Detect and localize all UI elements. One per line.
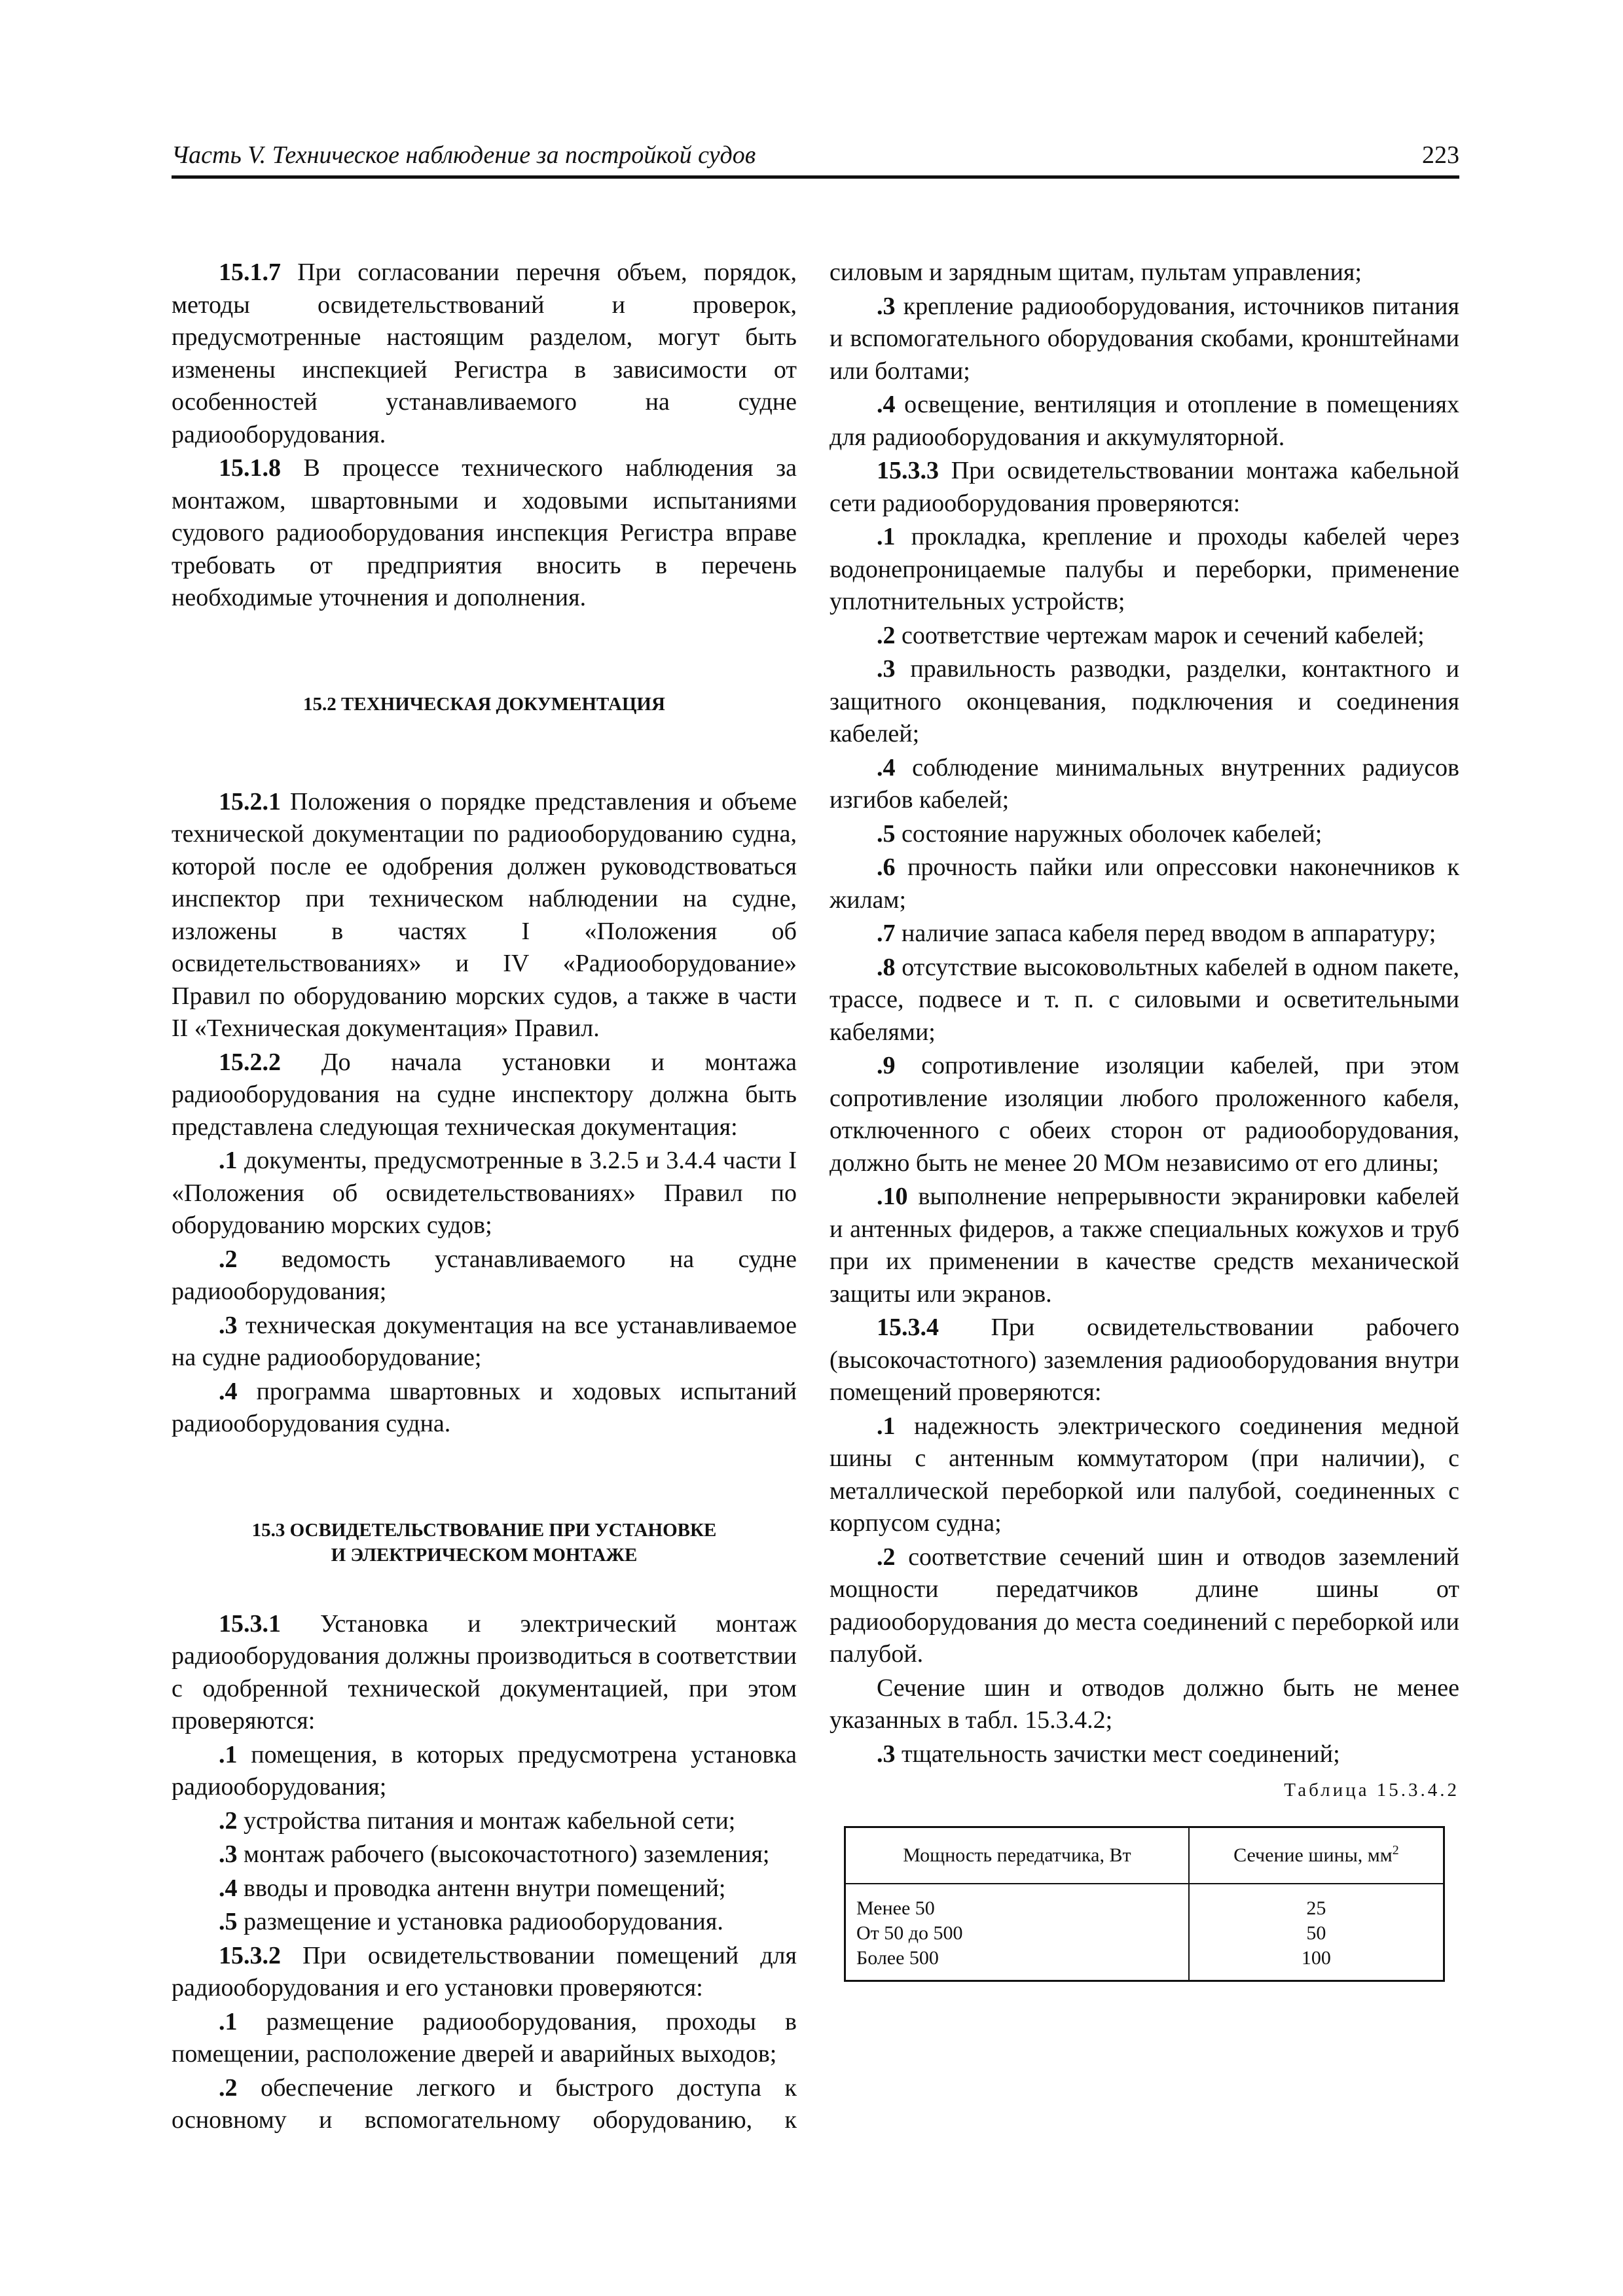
section-value: 50: [1306, 1922, 1326, 1944]
list-item: [830, 521, 1459, 619]
clause-number: 15.1.7: [219, 259, 281, 286]
item-number: .1: [877, 1412, 896, 1440]
list-item: [830, 1050, 1459, 1179]
table-header-section: [1189, 1827, 1444, 1884]
item-text: соответствие сечений шин и отводов заземлений мощности передатчиков длине шины от радиооборудования до места соединений с переборкой или палубой.: [830, 1543, 1459, 1668]
table-header-section-sup: 2: [1392, 1843, 1399, 1857]
item-number: .1: [219, 2007, 238, 2036]
item-number: .2: [877, 1543, 896, 1571]
power-value: От 50 до 500: [856, 1922, 963, 1944]
list-item: [172, 2006, 797, 2071]
clause-number: 15.1.8: [219, 454, 281, 482]
list-item: [830, 918, 1459, 950]
running-header: [172, 139, 1459, 179]
item-text: освещение, вентиляция и отопление в помещениях для радиооборудования и аккумуляторной.: [830, 391, 1459, 451]
item-text: прочность пайки или опрессовки наконечников к жилам;: [830, 853, 1459, 914]
item-number: .8: [877, 953, 896, 981]
table-header-section-text: Сечение шины, мм: [1233, 1844, 1393, 1866]
section-heading-15-2: 15.2 ТЕХНИЧЕСКАЯ ДОКУМЕНТАЦИЯ: [303, 693, 665, 715]
paragraph-section-note: Сечение шин и отводов должно быть не менее указанных в табл. 15.3.4.2;: [830, 1674, 1459, 1734]
item-text: надежность электрического соединения медной шины с антенным коммутатором (при наличии), с металлической переборкой или палубой, соединенных с корпусом судна;: [830, 1412, 1459, 1537]
item-number: .1: [877, 523, 896, 550]
right-column: [830, 257, 1459, 1982]
section-value: 25: [1306, 1897, 1326, 1919]
item-number: .7: [877, 920, 896, 947]
item-number: .3: [877, 655, 896, 683]
item-number: .4: [219, 1377, 238, 1405]
clause-number: 15.3.4: [877, 1314, 939, 1341]
clause-text: До начала установки и монтажа радиооборудования на судне инспектору должна быть представлена следующая техническая документация:: [172, 1048, 797, 1141]
clause-text: При согласовании перечня объем, порядок, методы освидетельствований и проверок, предусмотренные настоящим разделом, могут быть изменены инспекцией Регистра в зависимости от особенностей устанавливаемого на судне радиооборудования.: [172, 259, 797, 448]
list-item: [830, 1738, 1459, 1771]
list-item: [172, 2072, 797, 2137]
power-value: Более 500: [856, 1947, 939, 1969]
item-number: .4: [219, 1874, 238, 1902]
clause-number: 15.2.1: [219, 787, 281, 816]
list-item: [172, 1376, 797, 1441]
paragraph-15-2-2: [172, 1047, 797, 1144]
paragraph-15-3-2: [172, 1940, 797, 2005]
clause-text: При освидетельствовании рабочего (высокочастотного) заземления радиооборудования внутри помещений проверяются:: [830, 1314, 1459, 1406]
item-number: .5: [877, 819, 896, 848]
section-heading-line: И ЭЛЕКТРИЧЕСКОМ МОНТАЖЕ: [331, 1544, 638, 1566]
section-heading-line: 15.3 ОСВИДЕТЕЛЬСТВОВАНИЕ ПРИ УСТАНОВКЕ: [251, 1519, 717, 1541]
item-text: крепление радиооборудования, источников питания и вспомогательного оборудования скобами, кронштейнами или болтами;: [830, 292, 1459, 385]
section-value: 100: [1301, 1947, 1331, 1969]
bus-section-table: [844, 1826, 1445, 1982]
list-item: [830, 752, 1459, 817]
list-item: [830, 291, 1459, 388]
item-text: программа швартовных и ходовых испытаний радиооборудования судна.: [172, 1377, 797, 1437]
item-text: наличие запаса кабеля перед вводом в аппаратуру;: [895, 920, 1436, 947]
table-row: [845, 1884, 1444, 1981]
list-item: [830, 620, 1459, 653]
item-text: правильность разводки, разделки, контактного и защитного оконцевания, подключения и соединения кабелей;: [830, 655, 1459, 747]
paragraph-15-3-3: [830, 455, 1459, 520]
list-item: [172, 1145, 797, 1242]
item-text: соответствие чертежам марок и сечений кабелей;: [895, 621, 1425, 649]
item-text: прокладка, крепление и проходы кабелей через водонепроницаемые палубы и переборки, применение уплотнительных устройств;: [830, 523, 1459, 615]
clause-text: Положения о порядке представления и объеме технической документации по радиооборудованию судна, которой после ее одобрения должен руководствоваться инспектор при техническом наблюдении на судне, изложены в частях I «Положения об освидетельствованиях» и IV «Радиооборудование» Правил по оборудованию морских судов, а также в части II «Техническая документация» Правил.: [172, 787, 797, 1042]
item-number: .1: [219, 1147, 238, 1174]
item-number: .3: [219, 1840, 238, 1868]
list-item: [172, 1839, 797, 1871]
item-number: .3: [877, 292, 896, 320]
item-number: .6: [877, 853, 896, 881]
item-number: .2: [219, 1245, 238, 1273]
page-number: 223: [1422, 141, 1459, 169]
left-column: [172, 257, 797, 2138]
list-item: [172, 1805, 797, 1838]
item-number: .3: [877, 1740, 896, 1768]
list-item: [830, 1181, 1459, 1310]
list-item: [830, 1541, 1459, 1671]
list-item: [172, 1310, 797, 1374]
clause-text: В процессе технического наблюдения за монтажом, швартовными и ходовыми испытаниями судового радиооборудования инспекция Регистра вправе требовать от предприятия вносить в перечень необходимые уточнения и дополнения.: [172, 454, 797, 611]
clause-number: 15.3.2: [219, 1941, 281, 1969]
list-item: [172, 1739, 797, 1804]
item-text: техническая документация на все устанавливаемое на судне радиооборудование;: [172, 1311, 797, 1371]
item-text: обеспечение легкого и быстрого доступа к основному и вспомогательному оборудованию, к: [172, 2073, 797, 2134]
power-value: Менее 50: [856, 1897, 935, 1919]
paragraph-15-2-1: [172, 786, 797, 1045]
item-text: сопротивление изоляции кабелей, при этом сопротивление изоляции любого проложенного кабеля, отключенного с обеих сторон от радиооборудования, должно быть не менее 20 МОм независимо от его длины;: [830, 1052, 1459, 1177]
item-number: .4: [877, 753, 896, 781]
item-text: помещения, в которых предусмотрена установка радиооборудования;: [172, 1740, 797, 1801]
item-text: выполнение непрерывности экранировки кабелей и антенных фидеров, а также специальных кожухов и труб при их применении в качестве средств механической защиты или экранов.: [830, 1183, 1459, 1308]
clause-number: 15.3.3: [877, 457, 939, 484]
item-text: размещение и установка радиооборудования.: [237, 1908, 723, 1935]
paragraph-15-1-7: [172, 257, 797, 451]
item-text: соблюдение минимальных внутренних радиусов изгибов кабелей;: [830, 753, 1459, 814]
table-caption: Таблица 15.3.4.2: [1284, 1780, 1459, 1801]
item-text: размещение радиооборудования, проходы в помещении, расположение дверей и аварийных выходов;: [172, 2007, 797, 2068]
clause-number: 15.3.1: [219, 1609, 281, 1638]
clause-text: Установка и электрический монтаж радиооборудования должны производиться в соответствии с одобренной технической документацией, при этом проверяются:: [172, 1609, 797, 1734]
item-text: монтаж рабочего (высокочастотного) заземления;: [237, 1840, 770, 1868]
clause-text: При освидетельствовании помещений для радиооборудования и его установки проверяются:: [172, 1941, 797, 2001]
clause-text: При освидетельствовании монтажа кабельной сети радиооборудования проверяются:: [830, 457, 1459, 517]
list-item: [830, 389, 1459, 454]
item-number: .2: [219, 1806, 238, 1835]
item-text: отсутствие высоковольтных кабелей в одном пакете, трассе, подвесе и т. п. с силовыми и осветительными кабелями;: [830, 953, 1459, 1046]
list-item: [830, 653, 1459, 751]
table-header-power: Мощность передатчика, Вт: [845, 1827, 1189, 1884]
continued-text: силовым и зарядным щитам, пультам управления;: [830, 259, 1362, 286]
table-cell-power: [845, 1884, 1189, 1981]
item-number: .2: [877, 621, 896, 649]
item-number: .3: [219, 1311, 238, 1339]
list-item: [830, 1410, 1459, 1540]
item-text: ведомость устанавливаемого на судне радиооборудования;: [172, 1245, 797, 1305]
header-title: Часть V. Техническое наблюдение за постройкой судов: [172, 141, 756, 169]
paragraph-15-3-1: [172, 1608, 797, 1738]
table-cell-section: [1189, 1884, 1444, 1981]
item-text: тщательность зачистки мест соединений;: [895, 1740, 1340, 1768]
item-number: .10: [877, 1183, 908, 1210]
paragraph-15-3-4: [830, 1312, 1459, 1409]
list-item: [172, 1873, 797, 1905]
item-number: .1: [219, 1740, 238, 1768]
section-heading-15-3: [172, 1518, 797, 1568]
list-item: [172, 1244, 797, 1308]
item-number: .4: [877, 391, 896, 418]
clause-number: 15.2.2: [219, 1048, 281, 1076]
list-item: [830, 952, 1459, 1049]
item-text: документы, предусмотренные в 3.2.5 и 3.4.4 части I «Положения об освидетельствованиях» Правил по оборудованию морских судов;: [172, 1147, 797, 1239]
item-number: .5: [219, 1908, 238, 1935]
list-item: [830, 852, 1459, 916]
table-header-row: [845, 1827, 1444, 1884]
item-number: .2: [219, 2073, 238, 2102]
item-text: вводы и проводка антенн внутри помещений;: [237, 1874, 726, 1902]
paragraph-15-1-8: [172, 452, 797, 615]
item-text: устройства питания и монтаж кабельной сети;: [237, 1806, 736, 1835]
item-text: состояние наружных оболочек кабелей;: [895, 819, 1322, 848]
list-item: [172, 1906, 797, 1939]
list-item: [830, 818, 1459, 851]
item-number: .9: [877, 1052, 896, 1079]
